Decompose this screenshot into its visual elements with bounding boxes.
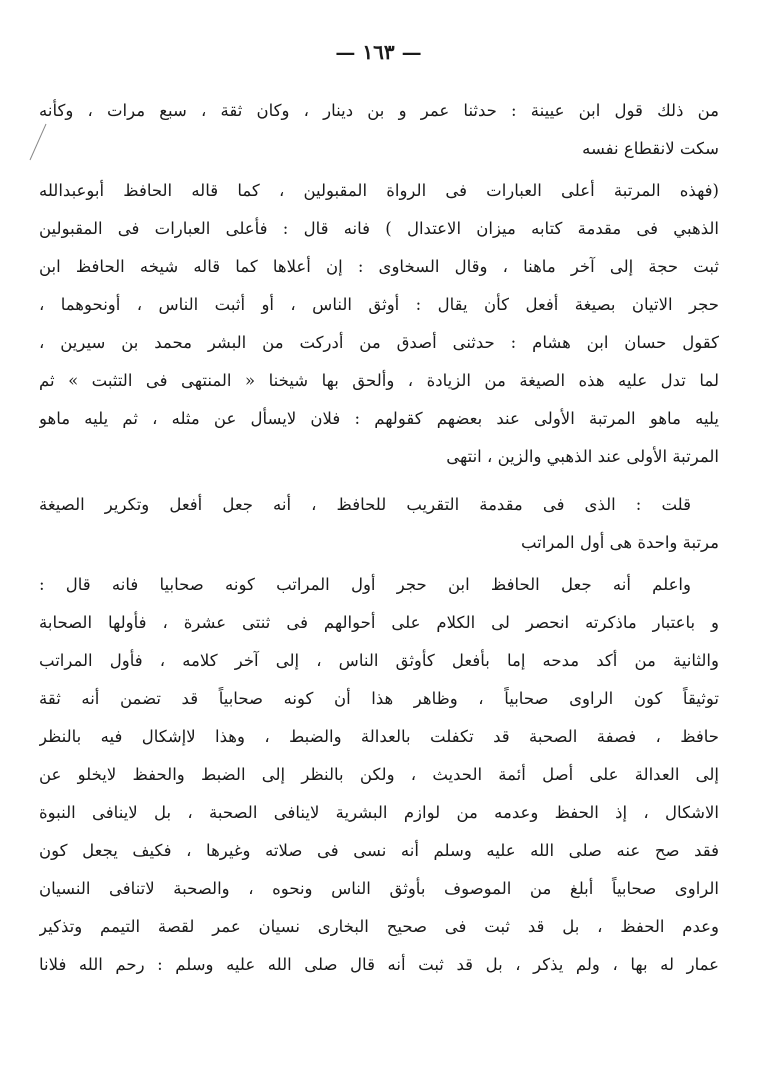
text-line: لما تدل عليه هذه الصيغة من الزيادة ، وألحق بها شيخنا « المنتهى فى التثبت » ثم bbox=[39, 371, 719, 390]
text-line: من ذلك قول ابن عيينة : حدثنا عمر و بن دينار ، وكان ثقة ، سبع مرات ، وكأنه bbox=[39, 101, 719, 120]
text-line: عمار له بها ، ولم يذكر ، بل قد ثبت أنه قال صلى الله عليه وسلم : رحم الله فلانا bbox=[39, 955, 719, 974]
text-line: إلى العدالة على أصل أئمة الحديث ، ولكن بالنظر إلى الضبط والحفظ لايخلو عن bbox=[39, 765, 719, 784]
text-line: وعدم الحفظ ، بل قد ثبت فى صحيح البخارى نسيان عمر لقصة التيمم وتذكير bbox=[39, 917, 719, 936]
text-line: سكت لانقطاع نفسه bbox=[582, 139, 719, 158]
text-line: توثيقاً كون الراوى صحابياً ، وظاهر هذا أن كونه صحابياً قد تضمن أنه ثقة bbox=[39, 689, 719, 708]
text-line: مرتبة واحدة هى أول المراتب bbox=[520, 533, 719, 552]
text-line: الذهبي فى مقدمة كتابه ميزان الاعتدال ) فانه قال : فأعلى العبارات فى المقبولين bbox=[39, 219, 719, 238]
paragraph-2 bbox=[39, 172, 719, 476]
text-line: قلت : الذى فى مقدمة التقريب للحافظ ، أنه جعل أفعل وتكرير الصيغة bbox=[39, 495, 691, 514]
text-line: الراوى صحابياً أبلغ من الموصوف بأوثق الناس ونحوه ، والصحبة لاتنافى النسيان bbox=[39, 879, 719, 898]
text-line: المرتبة الأولى عند الذهبي والزين ، انتهى bbox=[446, 447, 719, 466]
text-line: حجر الاتيان بصيغة أفعل كأن يقال : أوثق الناس ، أو أثبت الناس ، أونحوهما ، bbox=[39, 295, 719, 314]
text-line: والثانية من أكد مدحه إما بأفعل كأوثق الناس ، إلى آخر كلامه ، فأول المراتب bbox=[39, 651, 719, 670]
text-line: كقول حسان ابن هشام : حدثنى أصدق من أدركت من البشر محمد بن سيرين ، bbox=[39, 333, 719, 352]
text-line: و باعتبار ماذكرته انحصر لى الكلام على أحوالهم فى ثنتى عشرة ، فأولها الصحابة bbox=[39, 613, 719, 632]
page-number: — ١٦٣ — bbox=[335, 40, 422, 64]
text-line: يليه ماهو المرتبة الأولى عند بعضهم كقولهم : فلان لايسأل عن مثله ، ثم يليه ماهو bbox=[39, 409, 719, 428]
text-line: الاشكال ، إذ الحفظ وعدمه من لوازم البشرية لاينافى الصحبة ، بل لاينافى النبوة bbox=[39, 803, 719, 822]
paragraph-4 bbox=[39, 566, 719, 984]
text-line: (فهذه المرتبة أعلى العبارات فى الرواة المقبولين ، كما قاله الحافظ أبوعبدالله bbox=[39, 181, 719, 200]
text-line: فقد صح عنه صلى الله عليه وسلم أنه نسى فى صلاته وغيرها ، فكيف يجعل كون bbox=[39, 841, 719, 860]
paragraph-1 bbox=[39, 92, 719, 168]
text-line: ثبت حجة إلى آخر ماهنا ، وقال السخاوى : إن أعلاها كما قاله شيخه الحافظ ابن bbox=[39, 257, 719, 276]
text-line: حافظ ، فصفة الصحبة قد تكفلت بالعدالة والضبط ، وهذا لاإشكال فيه بالنظر bbox=[39, 727, 719, 746]
paragraph-3 bbox=[39, 486, 719, 562]
text-line: واعلم أنه جعل الحافظ ابن حجر أول المراتب كونه صحابيا فانه قال : bbox=[39, 575, 691, 594]
